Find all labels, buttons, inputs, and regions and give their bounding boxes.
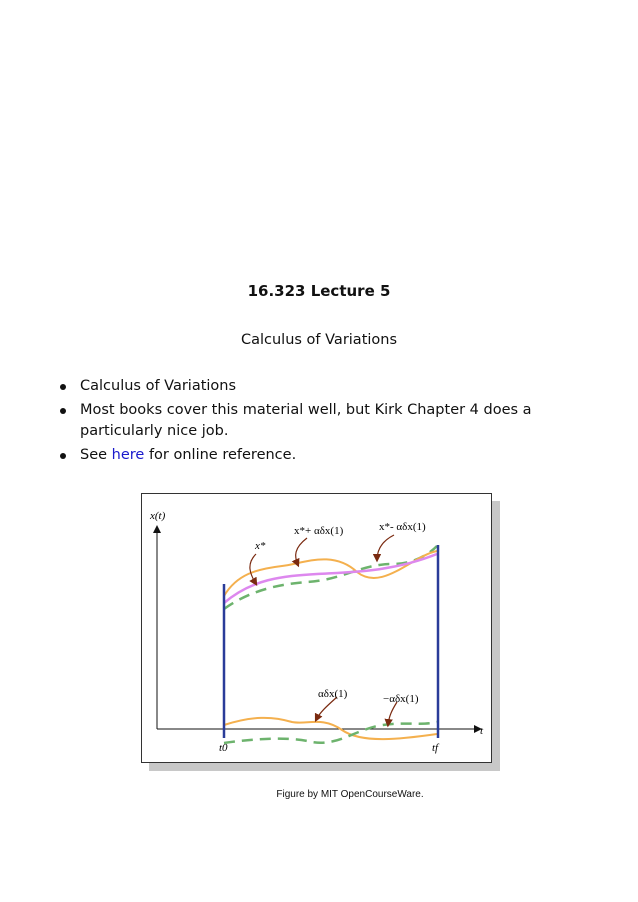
bullet-text: Calculus of Variations — [80, 378, 237, 394]
xstar-label: x* — [255, 540, 266, 552]
x-axis-label: t — [480, 725, 484, 737]
bullet-icon — [60, 453, 66, 459]
figure — [141, 493, 492, 763]
bullet-text: Most books cover this material well, but Kirk Chapter 4 does a particularly nice job. — [80, 401, 532, 439]
bullet-text-prefix: See — [80, 446, 112, 463]
variation-plot — [142, 494, 491, 762]
bullet-item — [58, 400, 583, 443]
minus-variation-curve — [224, 546, 437, 609]
var-label: αδx(1) — [318, 688, 348, 700]
var-arrow — [316, 697, 337, 720]
negvar-arrow — [388, 702, 397, 725]
figure-caption: Figure by MIT OpenCourseWare. — [276, 789, 424, 800]
bullet-text-suffix: for online reference. — [144, 446, 297, 463]
minus-arrow — [377, 535, 394, 560]
figure-frame — [141, 493, 492, 763]
tf-label: tf — [432, 742, 439, 754]
negvar-label: −αδx(1) — [383, 693, 419, 705]
minus-label: x*- αδx(1) — [379, 521, 426, 533]
y-axis-label: x(t) — [150, 510, 166, 522]
bullet-item — [58, 445, 583, 467]
bullet-icon — [60, 384, 66, 390]
t0-label: t0 — [219, 742, 228, 754]
xstar-arrow — [250, 554, 256, 584]
reference-link[interactable]: here — [111, 446, 145, 463]
plus-label: x*+ αδx(1) — [294, 525, 344, 537]
lecture-title: 16.323 Lecture 5 — [247, 282, 391, 300]
bullet-list — [58, 376, 583, 468]
negative-variation-curve — [224, 722, 437, 743]
bullet-icon — [60, 408, 66, 414]
lecture-subtitle: Calculus of Variations — [240, 332, 398, 348]
positive-variation-curve — [224, 718, 437, 739]
bullet-item — [58, 376, 583, 398]
